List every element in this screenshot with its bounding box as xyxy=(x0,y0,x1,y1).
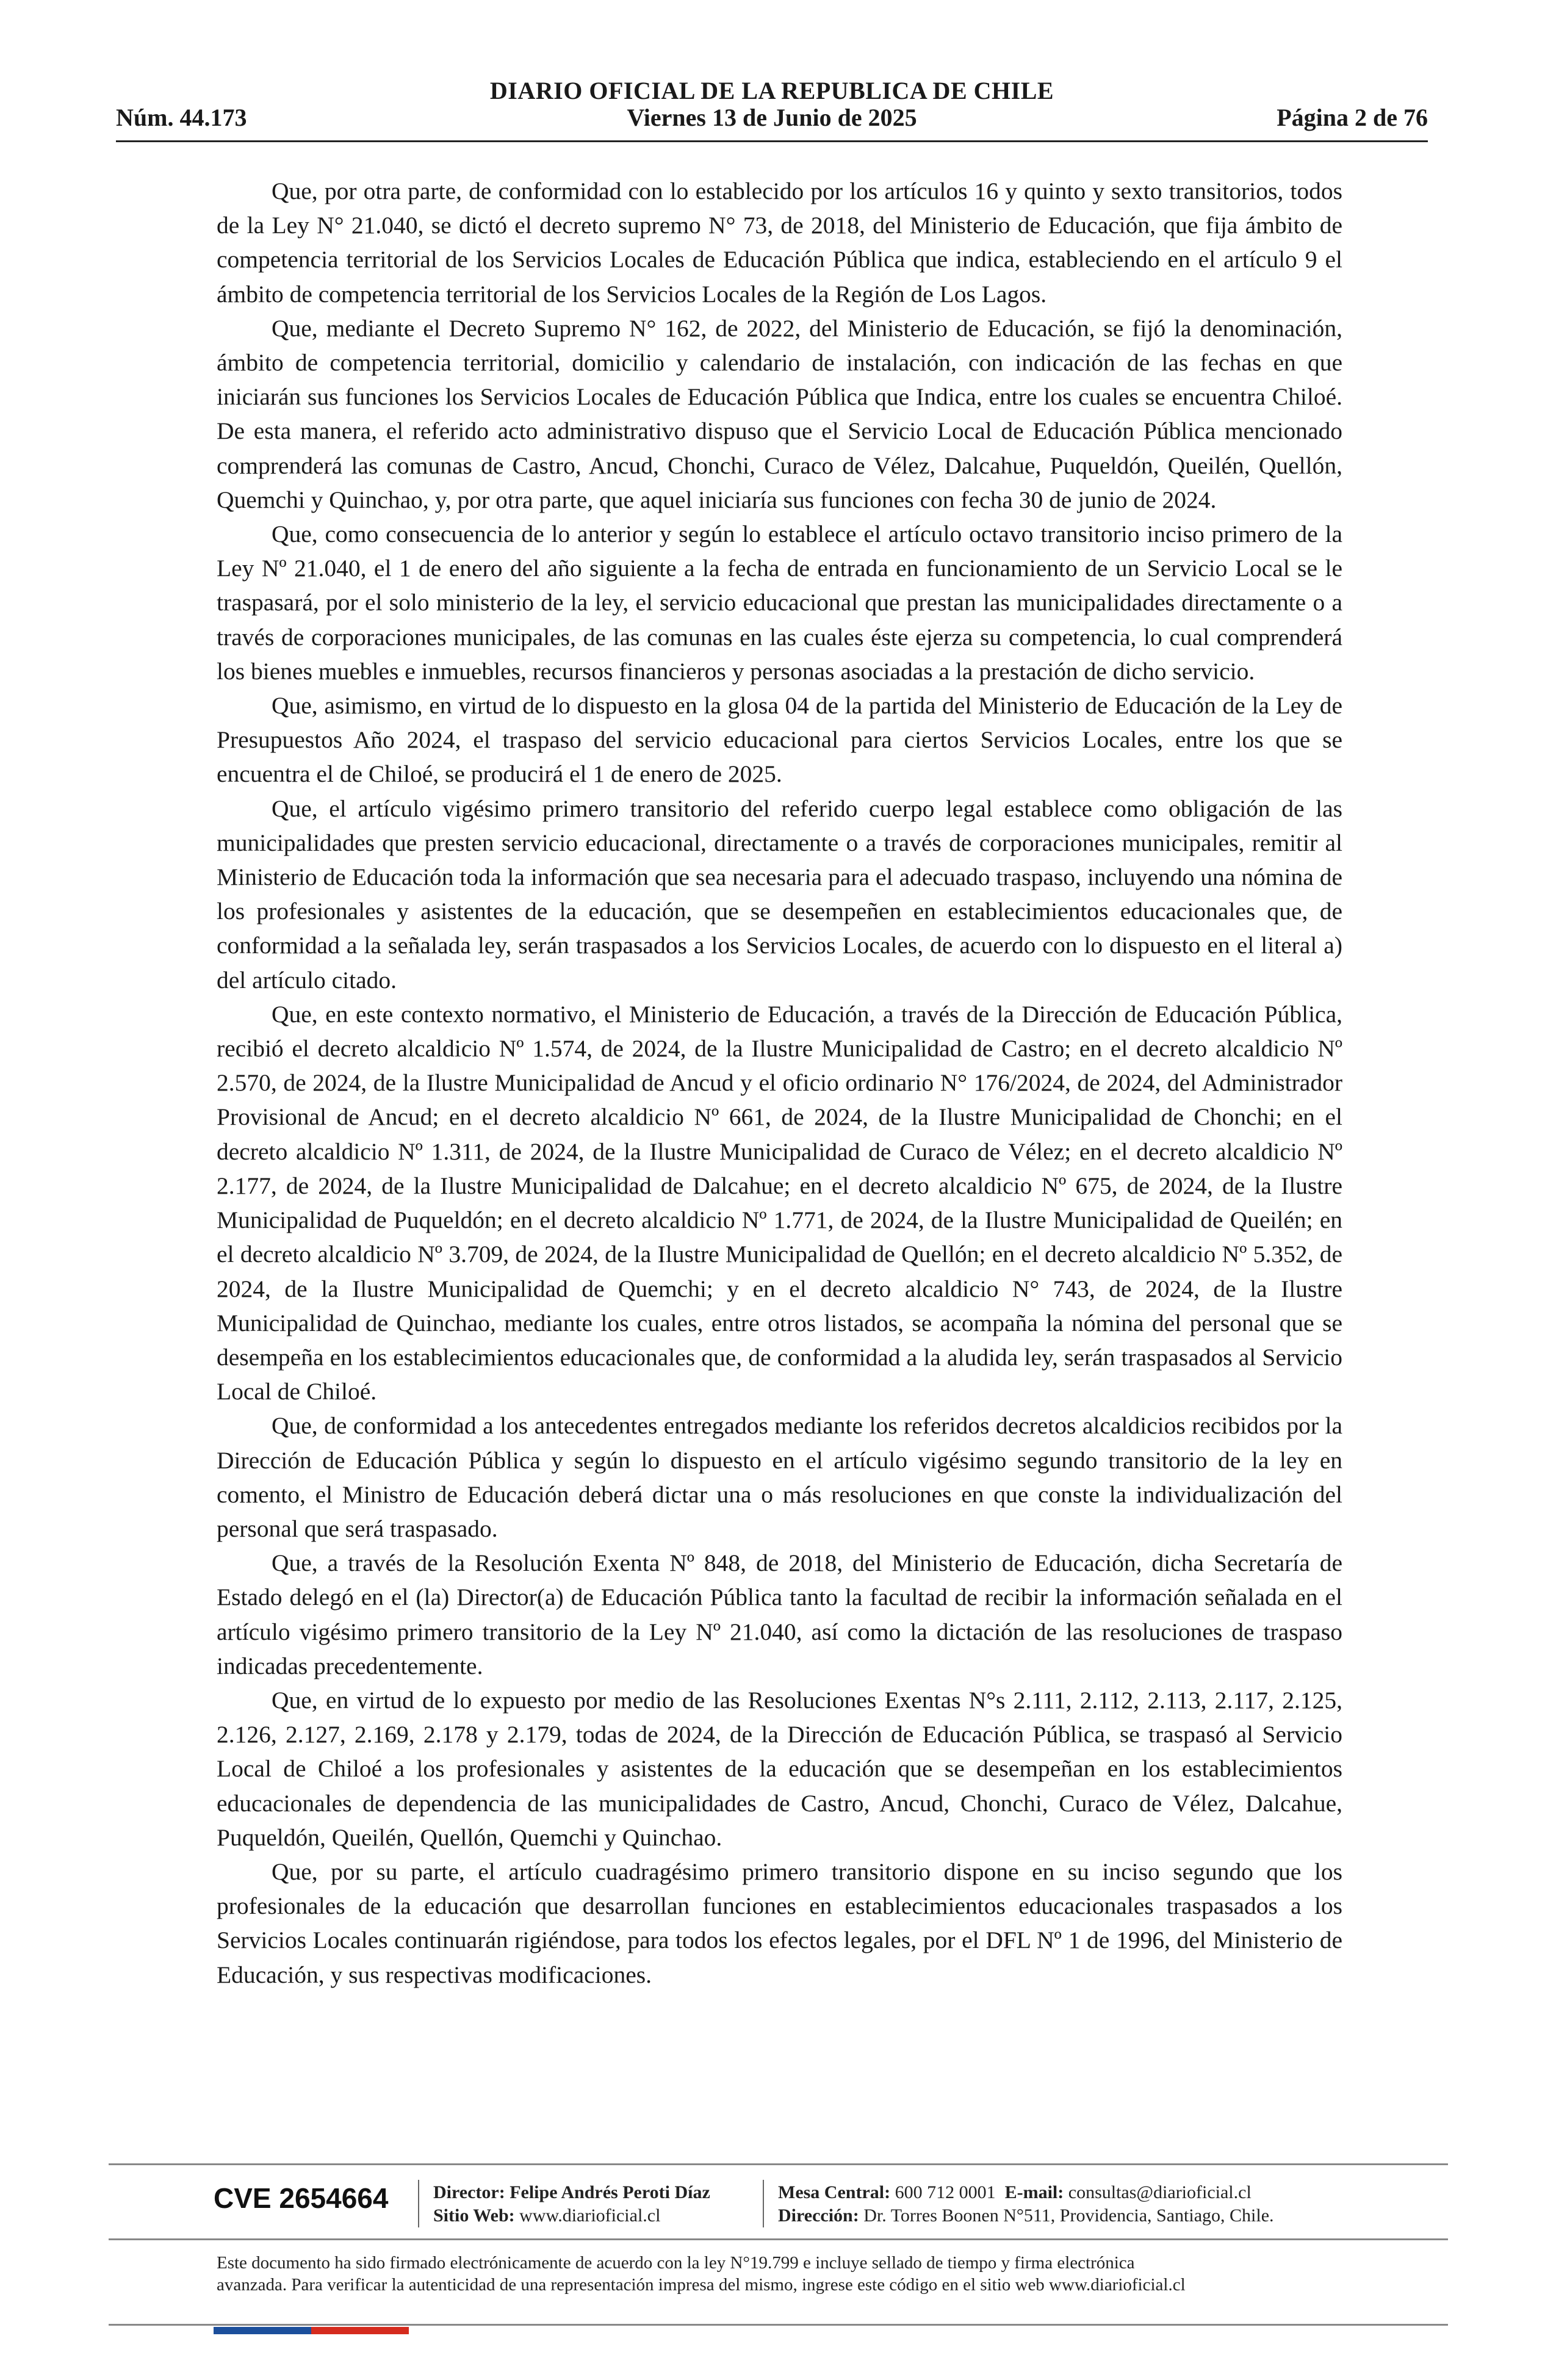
phone-label: Mesa Central: xyxy=(778,2182,891,2202)
footer-bottom-divider xyxy=(109,2324,1448,2326)
address-label: Dirección: xyxy=(778,2205,859,2226)
paragraph: Que, en virtud de lo expuesto por medio de las Resoluciones Exentas N°s 2.111, 2.112, 2.113, 2.117, 2.125, 2.126, 2.127, 2.169, 2.178 y 2.179, todas de 2024, de la Dirección de Educación Pública, se traspasó al Servicio Local de Chiloé a los profesionales y asistentes de la educación que se desempeñan en los establecimientos educacionales de dependencia de las municipalidades de Castro, Ancud, Chonchi, Curaco de Vélez, Dalcahue, Puqueldón, Queilén, Quellón, Quemchi y Quinchao. xyxy=(217,1686,1342,1851)
paragraph: Que, a través de la Resolución Exenta Nº 848, de 2018, del Ministerio de Educación, dicha Secretaría de Estado delegó en el (la) Director(a) de Educación Pública tanto la facultad de recibir la información señalada en el artículo vigésimo primero transitorio de la Ley Nº 21.040, así como la dictación de las resoluciones de traspaso indicadas precedentemente. xyxy=(217,1549,1342,1679)
flag-stripe-red xyxy=(311,2327,409,2334)
footer-separator xyxy=(418,2180,419,2227)
paragraph: Que, de conformidad a los antecedentes entregados mediante los referidos decretos alcaldicios recibidos por la Dirección de Educación Pública y según lo dispuesto en el artículo vigésimo segundo transitorio de la ley en comento, el Ministro de Educación deberá dictar una o más resoluciones en que conste la individualización del personal que será traspasado. xyxy=(217,1412,1342,1542)
document-body xyxy=(217,174,1342,1992)
flag-stripe-blue xyxy=(214,2327,311,2334)
footer-mid-divider xyxy=(109,2238,1448,2240)
email-link[interactable]: consultas@diarioficial.cl xyxy=(1068,2182,1252,2202)
phone-number: 600 712 0001 xyxy=(895,2182,996,2202)
footer-contact-block xyxy=(778,2181,1274,2227)
paragraph: Que, por su parte, el artículo cuadragésimo primero transitorio dispone en su inciso segundo que los profesionales de la educación que desarrollan funciones en establecimientos educacionales traspasados a los Servicios Locales continuarán rigiéndose, para todos los efectos legales, por el DFL Nº 1 de 1996, del Ministerio de Educación, y sus respectivas modificaciones. xyxy=(217,1858,1342,1988)
email-label: E-mail: xyxy=(1004,2182,1064,2202)
paragraph: Que, en este contexto normativo, el Ministerio de Educación, a través de la Dirección de Educación Pública, recibió el decreto alcaldicio Nº 1.574, de 2024, de la Ilustre Municipalidad de Castro; en el decreto alcaldicio Nº 2.570, de 2024, de la Ilustre Municipalidad de Ancud y el oficio ordinario N° 176/2024, de 2024, del Administrador Provisional de Ancud; en el decreto alcaldicio Nº 661, de 2024, de la Ilustre Municipalidad de Chonchi; en el decreto alcaldicio Nº 1.311, de 2024, de la Ilustre Municipalidad de Curaco de Vélez; en el decreto alcaldicio Nº 2.177, de 2024, de la Ilustre Municipalidad de Dalcahue; en el decreto alcaldicio Nº 675, de 2024, de la Ilustre Municipalidad de Puqueldón; en el decreto alcaldicio Nº 1.771, de 2024, de la Ilustre Municipalidad de Queilén; en el decreto alcaldicio Nº 3.709, de 2024, de la Ilustre Municipalidad de Quellón; en el decreto alcaldicio Nº 5.352, de 2024, de la Ilustre Municipalidad de Quemchi; y en el decreto alcaldicio N° 743, de 2024, de la Ilustre Municipalidad de Quinchao, mediante los cuales, entre otros listados, se acompaña la nómina del personal que se desempeña en los establecimientos educacionales que, de conformidad a la aludida ley, serán traspasados al Servicio Local de Chiloé. xyxy=(217,1000,1342,1405)
footer-director-block xyxy=(433,2181,710,2227)
newspaper-title: DIARIO OFICIAL DE LA REPUBLICA DE CHILE xyxy=(489,77,1054,104)
paragraph: Que, por otra parte, de conformidad con lo establecido por los artículos 16 y quinto y sexto transitorios, todos de la Ley N° 21.040, se dictó el decreto supremo N° 73, de 2018, del Ministerio de Educación, que fija ámbito de competencia territorial de los Servicios Locales de Educación Pública que indica, estableciendo en el artículo 9 el ámbito de competencia territorial de los Servicios Locales de la Región de Los Lagos. xyxy=(217,178,1342,308)
issue-date: Viernes 13 de Junio de 2025 xyxy=(627,104,917,131)
website-link[interactable]: www.diarioficial.cl xyxy=(519,2205,661,2226)
legal-notice xyxy=(217,2252,1376,2296)
footer-top-divider xyxy=(109,2163,1448,2165)
address-value: Dr. Torres Boonen N°511, Providencia, Santiago, Chile. xyxy=(863,2205,1274,2226)
header-meta-row xyxy=(116,103,1428,134)
page-number: Página 2 de 76 xyxy=(1277,104,1428,131)
cve-code: CVE 2654664 xyxy=(214,2182,389,2214)
page-header xyxy=(116,76,1428,143)
issue-number: Núm. 44.173 xyxy=(116,104,247,131)
paragraph: Que, el artículo vigésimo primero transitorio del referido cuerpo legal establece como obligación de las municipalidades que presten servicio educacional, directamente o a través de corporaciones municipales, remitir al Ministerio de Educación toda la información que sea necesaria para el adecuado traspaso, incluyendo una nómina de los profesionales y asistentes de la educación, que se desempeñen en establecimientos educacionales que, de conformidad a la señalada ley, serán traspasados a los Servicios Locales, de acuerdo con lo dispuesto en el literal a) del artículo citado. xyxy=(217,795,1342,993)
legal-line: Este documento ha sido firmado electrónicamente de acuerdo con la ley N°19.799 e incluye sellado de tiempo y firma electrónica xyxy=(217,2253,1135,2273)
website-label: Sitio Web: xyxy=(433,2205,515,2226)
paragraph: Que, asimismo, en virtud de lo dispuesto en la glosa 04 de la partida del Ministerio de Educación de la Ley de Presupuestos Año 2024, el traspaso del servicio educacional para ciertos Servicios Locales, entre los que se encuentra el de Chiloé, se producirá el 1 de enero de 2025. xyxy=(217,692,1342,788)
director-label: Director: xyxy=(433,2182,505,2202)
director-name: Felipe Andrés Peroti Díaz xyxy=(510,2182,710,2202)
legal-line: avanzada. Para verificar la autenticidad de una representación impresa del mismo, ingrese este código en el sitio web www.diarioficial.cl xyxy=(217,2275,1186,2295)
footer-separator xyxy=(763,2180,764,2227)
paragraph: Que, mediante el Decreto Supremo N° 162, de 2022, del Ministerio de Educación, se fijó la denominación, ámbito de competencia territorial, domicilio y calendario de instalación, con indicación de las fechas en que iniciarán sus funciones los Servicios Locales de Educación Pública que Indica, entre los cuales se encuentra Chiloé. De esta manera, el referido acto administrativo dispuso que el Servicio Local de Educación Pública mencionado comprenderá las comunas de Castro, Ancud, Chonchi, Curaco de Vélez, Dalcahue, Puqueldón, Queilén, Quellón, Quemchi y Quinchao, y, por otra parte, que aquel iniciaría sus funciones con fecha 30 de junio de 2024. xyxy=(217,314,1342,513)
header-divider xyxy=(116,140,1428,142)
paragraph: Que, como consecuencia de lo anterior y según lo establece el artículo octavo transitorio inciso primero de la Ley Nº 21.040, el 1 de enero del año siguiente a la fecha de entrada en funcionamiento de un Servicio Local se le traspasará, por el solo ministerio de la ley, el servicio educacional que prestan las municipalidades directamente o a través de corporaciones municipales, de las comunas en las cuales éste ejerza su competencia, lo cual comprenderá los bienes muebles e inmuebles, recursos financieros y personas asociadas a la prestación de dicho servicio. xyxy=(217,521,1342,685)
